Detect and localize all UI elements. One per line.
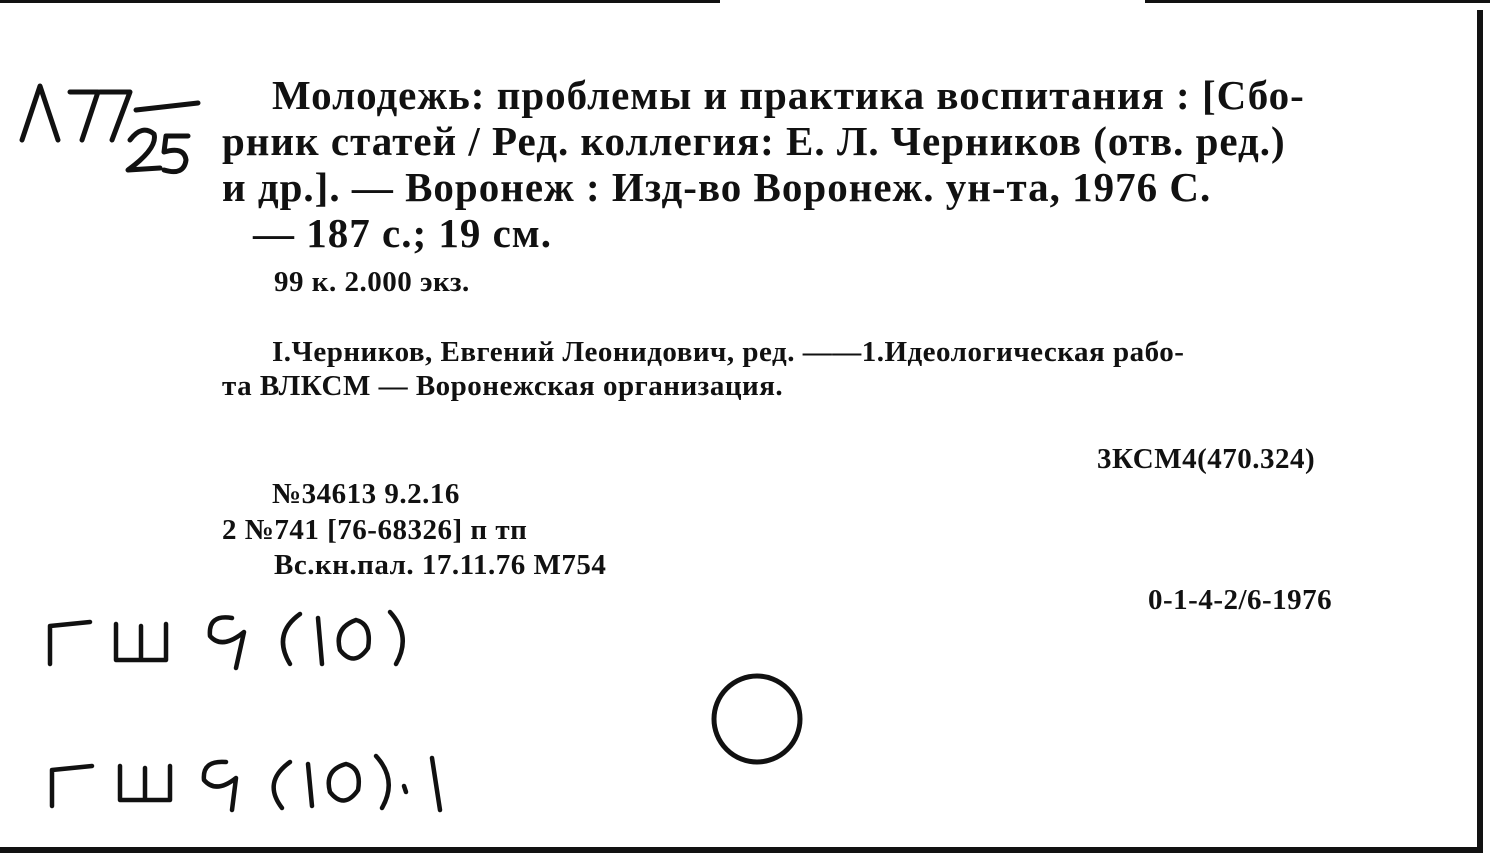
punched-hole bbox=[714, 676, 800, 762]
shelfmark-handwriting bbox=[22, 86, 198, 172]
call-number-handwriting-2 bbox=[52, 756, 440, 810]
title-line-4: — 187 с.; 19 см. bbox=[253, 210, 552, 256]
title-line-1: Молодежь: проблемы и практика воспитания : [Сбо- bbox=[272, 72, 1305, 118]
price-line: 99 к. 2.000 экз. bbox=[274, 266, 470, 298]
record-line-1: №34613 9.2.16 bbox=[272, 478, 460, 510]
classification-index: 3КСМ4(470.324) bbox=[1097, 443, 1316, 475]
record-line-2: 2 №741 [76-68326] п тп bbox=[222, 514, 528, 546]
record-line-3: Вс.кн.пал. 17.11.76 М754 bbox=[274, 549, 607, 581]
code-line: 0-1-4-2/6-1976 bbox=[1148, 584, 1333, 616]
call-number-handwriting-1 bbox=[50, 612, 403, 668]
title-line-2: рник статей / Ред. коллегия: Е. Л. Черников (отв. ред.) bbox=[222, 118, 1286, 164]
subject-line-1: I.Черников, Евгений Леонидович, ред. ——1.Идеологическая рабо- bbox=[272, 336, 1185, 368]
subject-line-2: та ВЛКСМ — Воронежская организация. bbox=[222, 370, 784, 402]
title-line-3: и др.]. — Воронеж : Изд-во Воронеж. ун-та, 1976 С. bbox=[222, 164, 1212, 210]
